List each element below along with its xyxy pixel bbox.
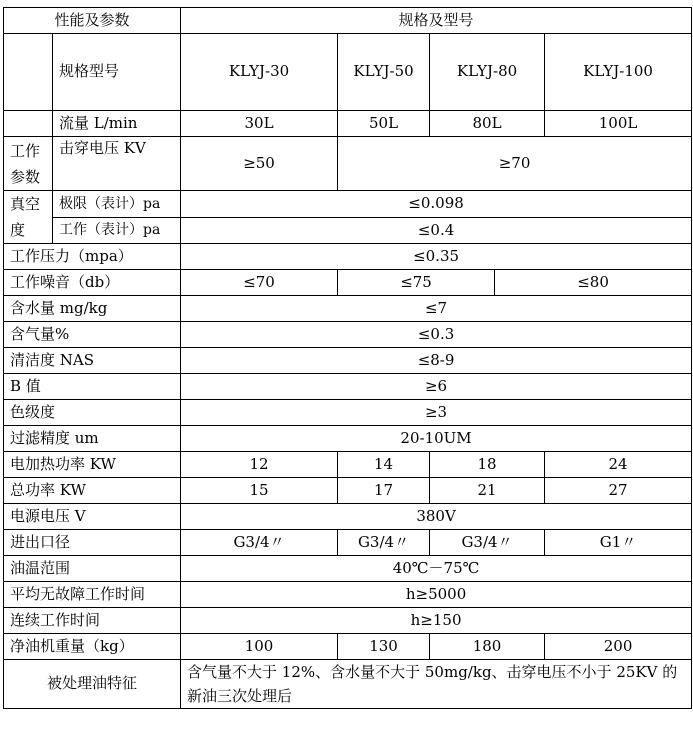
oil-temp-row — [4, 556, 692, 582]
noise-value: ≤70 — [181, 270, 338, 296]
vacuum-work-value: ≤0.4 — [181, 217, 692, 244]
port-value: G3/4〃 — [430, 530, 545, 556]
pressure-value: ≤0.35 — [181, 244, 692, 270]
total-power-label: 总功率 KW — [4, 478, 181, 504]
water-value: ≤7 — [181, 296, 692, 322]
heating-power-value: 24 — [545, 452, 692, 478]
continuous-value: h≥150 — [181, 608, 692, 634]
b-value-value: ≥6 — [181, 374, 692, 400]
oil-feature-row — [4, 660, 692, 709]
flow-value: 30L — [181, 111, 338, 137]
oil-temp-label: 油温范围 — [4, 556, 181, 582]
breakdown-voltage-label: 击穿电压 KV — [53, 137, 181, 191]
total-power-value: 17 — [338, 478, 430, 504]
flow-value: 100L — [545, 111, 692, 137]
weight-value: 180 — [430, 634, 545, 660]
color-label: 色级度 — [4, 400, 181, 426]
vacuum-limit-label: 极限（表计）pa — [53, 191, 181, 218]
model-cell: KLYJ-30 — [181, 34, 338, 111]
port-label: 进出口径 — [4, 530, 181, 556]
heating-power-value: 18 — [430, 452, 545, 478]
cleanliness-value: ≤8-9 — [181, 348, 692, 374]
blank-cell — [4, 34, 53, 111]
model-cell: KLYJ-80 — [430, 34, 545, 111]
heating-power-value: 12 — [181, 452, 338, 478]
oil-temp-value: 40℃－75℃ — [181, 556, 692, 582]
water-label: 含水量 mg/kg — [4, 296, 181, 322]
oil-feature-value: 含气量不大于 12%、含水量不大于 50mg/kg、击穿电压不小于 25KV 的新油三次处理后 — [181, 660, 692, 709]
oil-feature-label: 被处理油特征 — [4, 660, 181, 709]
blank-cell — [4, 111, 53, 137]
mtbf-value: h≥5000 — [181, 582, 692, 608]
gas-value: ≤0.3 — [181, 322, 692, 348]
mtbf-row — [4, 582, 692, 608]
cleanliness-row — [4, 348, 692, 374]
weight-value: 100 — [181, 634, 338, 660]
color-row — [4, 400, 692, 426]
noise-value: ≤75 — [338, 270, 495, 296]
filter-label: 过滤精度 um — [4, 426, 181, 452]
gas-label: 含气量% — [4, 322, 181, 348]
vacuum-limit-row — [4, 191, 692, 218]
header-models: 规格及型号 — [181, 8, 692, 34]
noise-value: ≤80 — [495, 270, 692, 296]
noise-row — [4, 270, 692, 296]
header-params: 性能及参数 — [4, 8, 181, 34]
flow-row — [4, 111, 692, 137]
breakdown-voltage-value-a: ≥50 — [181, 137, 338, 191]
model-cell: KLYJ-50 — [338, 34, 430, 111]
pressure-label: 工作压力（mpa） — [4, 244, 181, 270]
flow-value: 80L — [430, 111, 545, 137]
work-params-group — [4, 137, 53, 191]
voltage-row — [4, 504, 692, 530]
port-row — [4, 530, 692, 556]
filter-value: 20-10UM — [181, 426, 692, 452]
model-label: 规格型号 — [53, 34, 181, 111]
vacuum-group-line1: 真空 — [10, 195, 41, 213]
work-params-group-line2: 参数 — [10, 167, 41, 186]
breakdown-voltage-value-b: ≥70 — [338, 137, 692, 191]
work-params-row — [4, 137, 692, 191]
voltage-label: 电源电压 V — [4, 504, 181, 530]
total-power-value: 21 — [430, 478, 545, 504]
vacuum-work-row — [4, 217, 692, 244]
b-value-label: B 值 — [4, 374, 181, 400]
port-value: G1〃 — [545, 530, 692, 556]
continuous-label: 连续工作时间 — [4, 608, 181, 634]
model-cell: KLYJ-100 — [545, 34, 692, 111]
model-row — [4, 34, 692, 111]
noise-label: 工作噪音（db） — [4, 270, 181, 296]
pressure-row — [4, 244, 692, 270]
spec-table — [3, 7, 692, 709]
weight-label: 净油机重量（kg） — [4, 634, 181, 660]
total-power-value: 15 — [181, 478, 338, 504]
continuous-row — [4, 608, 692, 634]
heating-power-label: 电加热功率 KW — [4, 452, 181, 478]
b-value-row — [4, 374, 692, 400]
flow-label: 流量 L/min — [53, 111, 181, 137]
voltage-value: 380V — [181, 504, 692, 530]
mtbf-label: 平均无故障工作时间 — [4, 582, 181, 608]
weight-value: 130 — [338, 634, 430, 660]
table-header-row — [4, 8, 692, 34]
gas-row — [4, 322, 692, 348]
port-value: G3/4〃 — [181, 530, 338, 556]
total-power-value: 27 — [545, 478, 692, 504]
cleanliness-label: 清洁度 NAS — [4, 348, 181, 374]
weight-row — [4, 634, 692, 660]
vacuum-group-line2: 度 — [10, 221, 26, 239]
heating-power-value: 14 — [338, 452, 430, 478]
color-value: ≥3 — [181, 400, 692, 426]
vacuum-group — [4, 191, 53, 244]
work-params-group-line1: 工作 — [10, 141, 41, 160]
flow-value: 50L — [338, 111, 430, 137]
filter-row — [4, 426, 692, 452]
heating-power-row — [4, 452, 692, 478]
total-power-row — [4, 478, 692, 504]
vacuum-limit-value: ≤0.098 — [181, 191, 692, 218]
water-row — [4, 296, 692, 322]
port-value: G3/4〃 — [338, 530, 430, 556]
weight-value: 200 — [545, 634, 692, 660]
vacuum-work-label: 工作（表计）pa — [53, 217, 181, 244]
